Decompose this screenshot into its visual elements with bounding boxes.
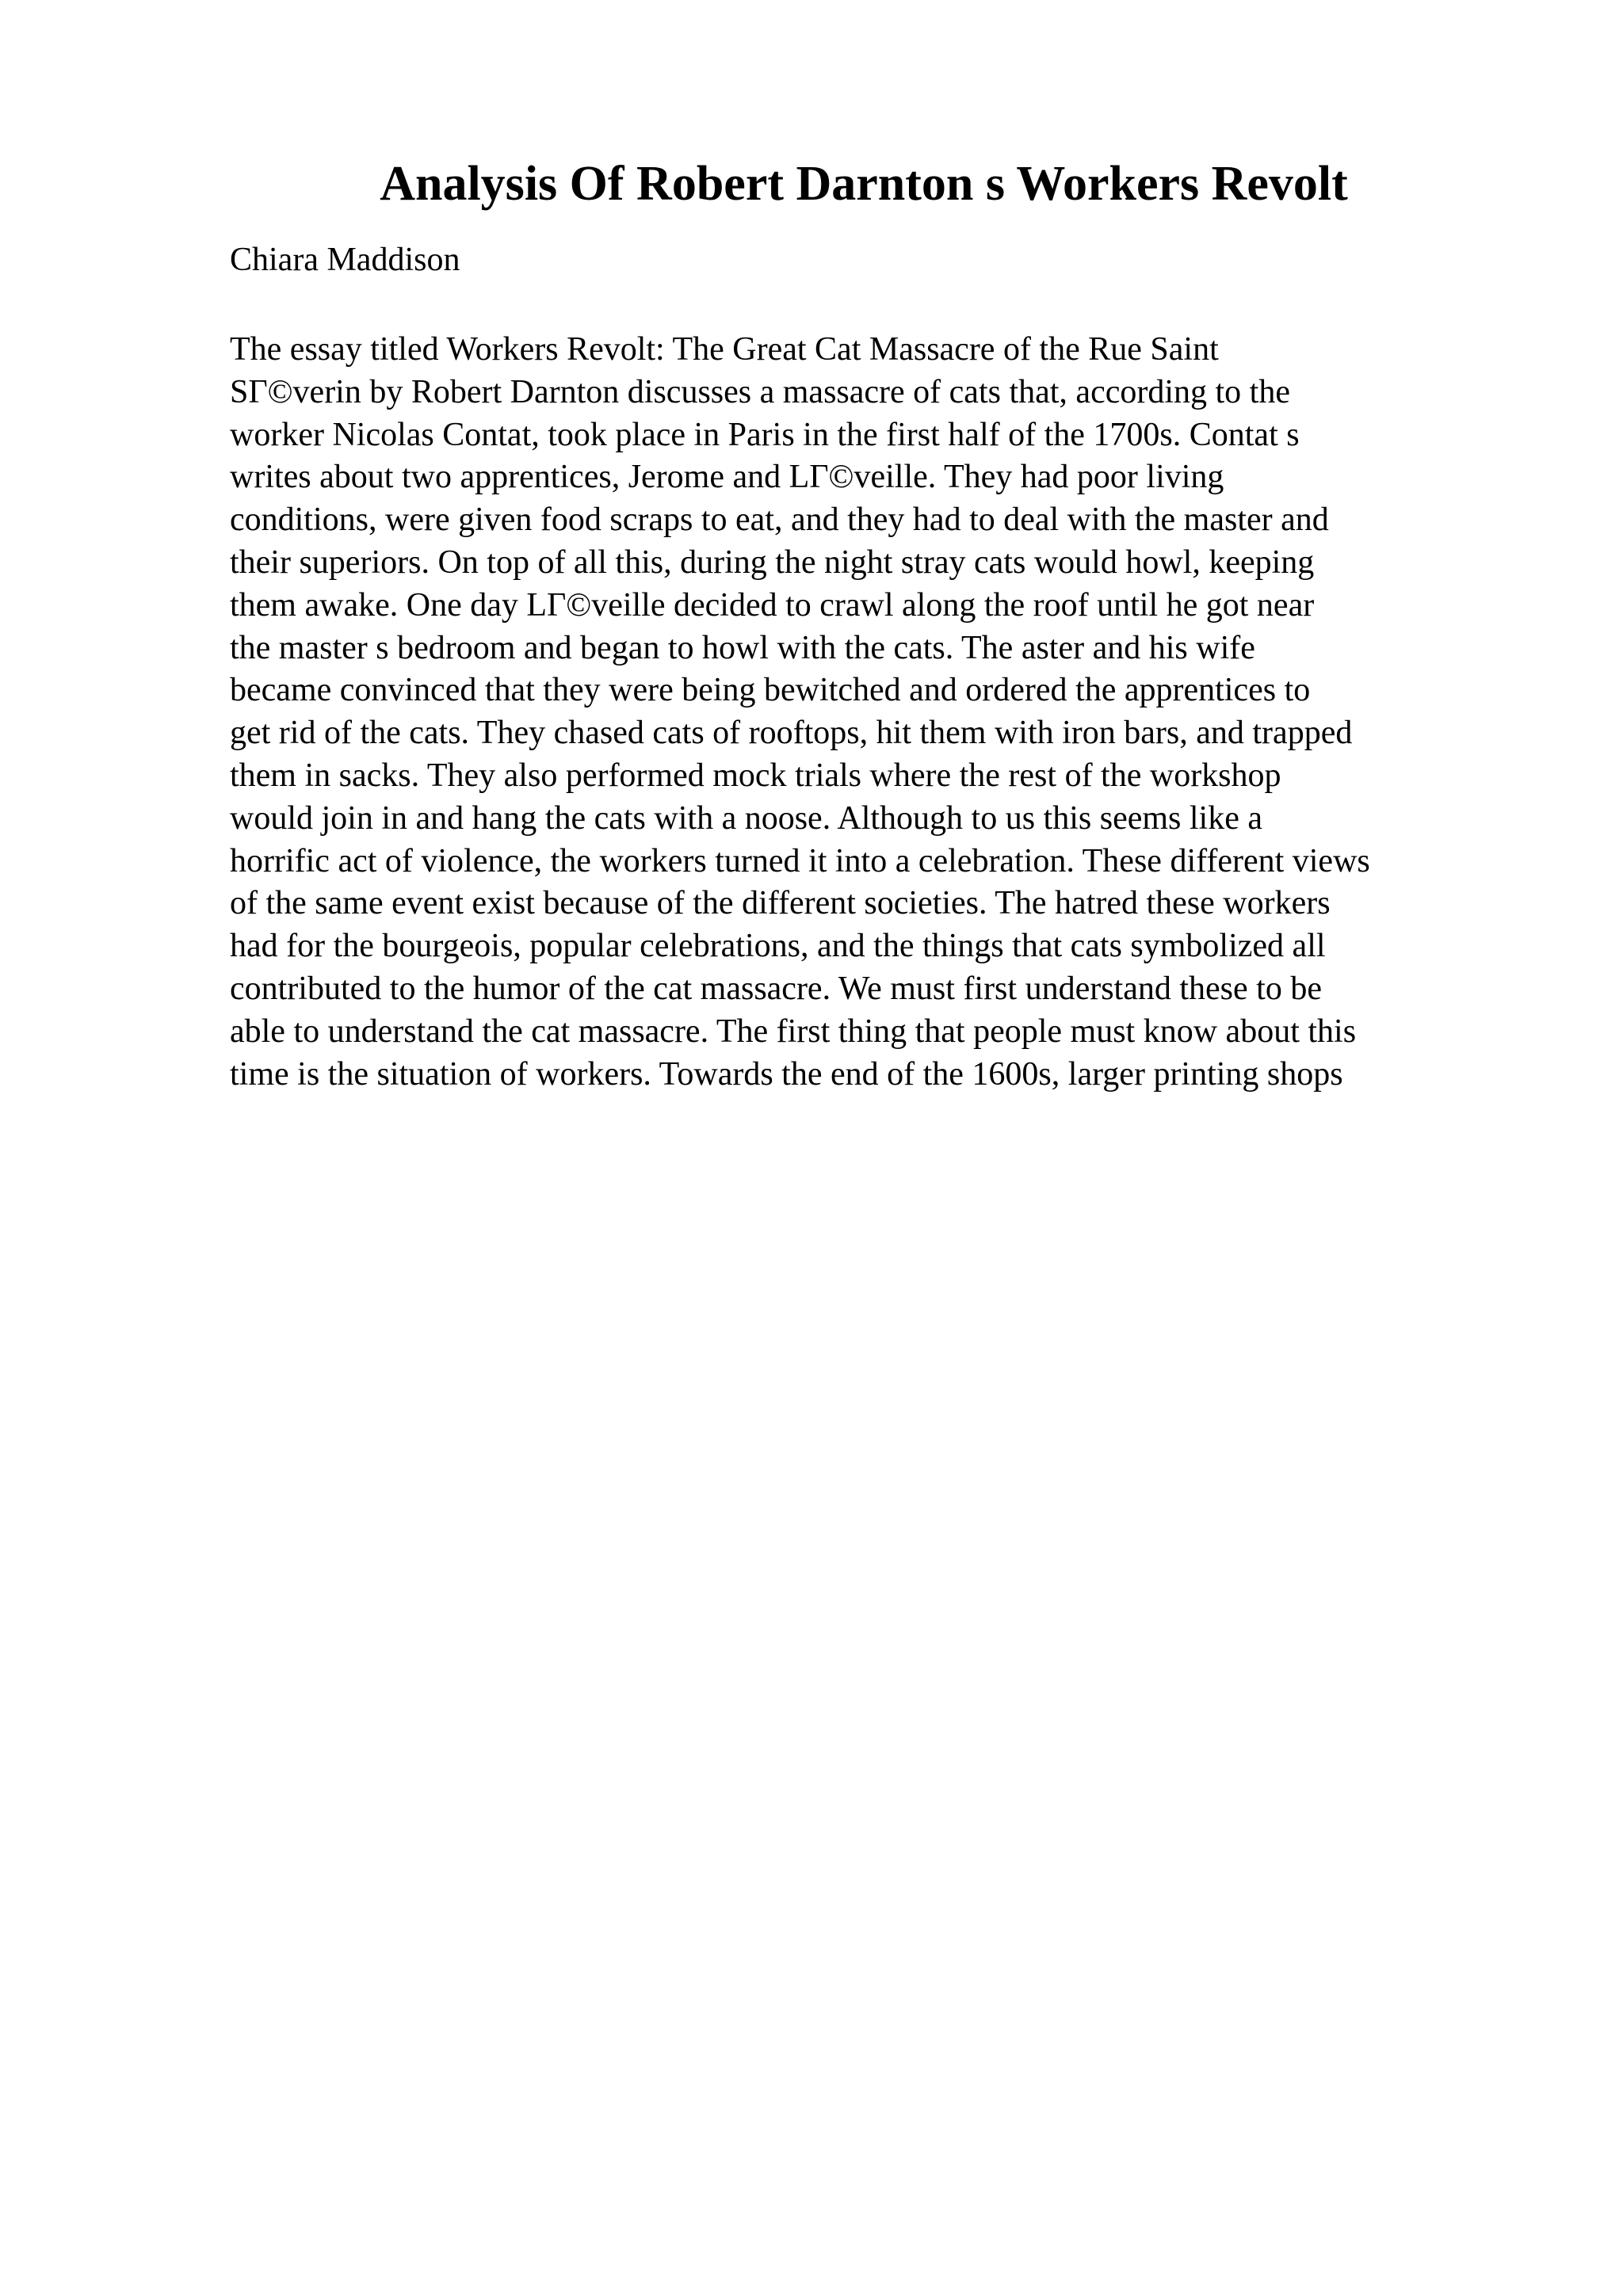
body-line: conditions, were given food scraps to eat, and they had to deal with the master and xyxy=(230,502,1329,539)
body-line: get rid of the cats. They chased cats of rooftops, hit them with iron bars, and trapped xyxy=(230,715,1353,752)
body-line: became convinced that they were being bewitched and ordered the apprentices to xyxy=(230,672,1311,709)
body-line: contributed to the humor of the cat massacre. We must first understand these to be xyxy=(230,970,1322,1007)
body-line: writes about two apprentices, Jerome and LГ©veille. They had poor living xyxy=(230,459,1224,496)
body-line: worker Nicolas Contat, took place in Paris in the first half of the 1700s. Contat s xyxy=(230,416,1300,453)
body-line: the master s bedroom and began to howl with the cats. The aster and his wife xyxy=(230,629,1255,666)
body-line: horrific act of violence, the workers turned it into a celebration. These different views xyxy=(230,842,1370,879)
body-line: their superiors. On top of all this, during the night stray cats would howl, keeping xyxy=(230,543,1315,581)
body-line: able to understand the cat massacre. The first thing that people must know about this xyxy=(230,1013,1357,1050)
body-line: time is the situation of workers. Towards the end of the 1600s, larger printing shops xyxy=(230,1055,1343,1093)
body-line: them in sacks. They also performed mock trials where the rest of the workshop xyxy=(230,757,1281,794)
body-line: had for the bourgeois, popular celebrations, and the things that cats symbolized all xyxy=(230,928,1326,965)
body-paragraph xyxy=(230,329,1514,1096)
body-line: The essay titled Workers Revolt: The Great Cat Massacre of the Rue Saint xyxy=(230,331,1219,368)
body-line: of the same event exist because of the different societies. The hatred these workers xyxy=(230,885,1331,922)
body-line: would join in and hang the cats with a noose. Although to us this seems like a xyxy=(230,799,1263,837)
document-title: Analysis Of Robert Darnton s Workers Revolt xyxy=(380,157,1348,211)
body-line: SГ©verin by Robert Darnton discusses a massacre of cats that, according to the xyxy=(230,373,1290,410)
body-line: them awake. One day LГ©veille decided to crawl along the roof until he got near xyxy=(230,586,1315,624)
document-author: Chiara Maddison xyxy=(230,242,460,278)
